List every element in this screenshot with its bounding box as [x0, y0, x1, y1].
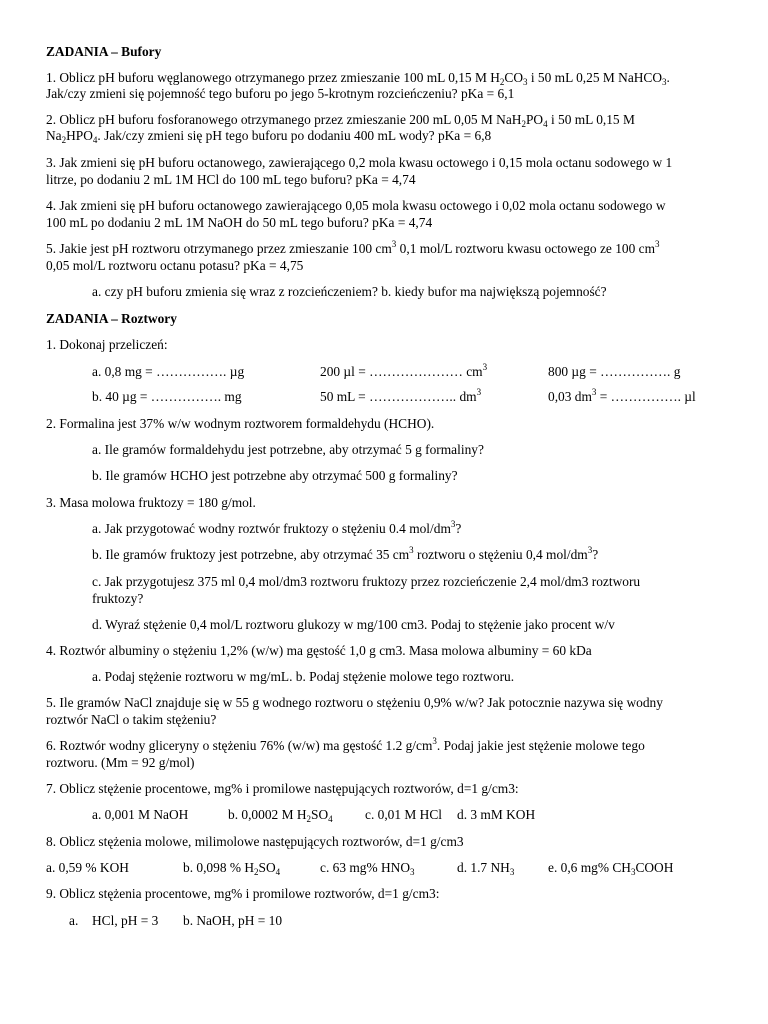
task-r3-c-line1: c. Jak przygotujesz 375 ml 0,4 mol/dm3 roztworu fruktozy przez rozcieńczenie 2,4 mol/dm3 roztworu: [92, 574, 641, 589]
task-r9-a: HCl, pH = 3: [92, 913, 159, 928]
task-r5-line2: roztwór NaCl o takim stężeniu?: [46, 712, 217, 727]
task-b5-line1: 5. Jakie jest pH roztworu otrzymanego przez zmieszanie 100 $cm^3$ 0,1 mol/L roztworu kwasu octowego ze 100 $cm^3$: [46, 239, 660, 256]
task-b2-line2: $Na_2HPO_4$. Jak/czy zmieni się pH tego buforu po dodaniu 400 mL wody? pKa = 6,8: [46, 128, 492, 145]
task-r3-d: d. Wyraź stężenie 0,4 mol/L roztworu glukozy w mg/100 cm3. Podaj to stężenie jako procent w/v: [92, 617, 615, 632]
task-b4-line2: 100 mL po dodaniu 2 mL 1M NaOH do 50 mL tego buforu? pKa = 4,74: [46, 215, 433, 230]
task-b2-line1: 2. Oblicz pH buforu fosforanowego otrzymanego przez zmieszanie 200 mL 0,05 M $NaH_2PO_4$ i 50 mL 0,15 M: [46, 112, 635, 129]
task-b4-line1: 4. Jak zmieni się pH buforu octanowego zawierającego 0,05 mola kwasu octowego i 0,02 mola octanu sodowego w: [46, 198, 666, 213]
task-r8-b: b. 0,098 % $H_2SO_4$: [183, 860, 281, 877]
task-r3-b: b. Ile gramów fruktozy jest potrzebne, aby otrzymać 35 $cm^3$ roztworu o stężeniu 0,4 mol/$dm^3$?: [92, 545, 599, 562]
task-r4: 4. Roztwór albuminy o stężeniu 1,2% (w/w) ma gęstość 1,0 g cm3. Masa molowa albuminy = 60 kDa: [46, 643, 592, 658]
conversion-a3: 800 µg = ……………. g: [548, 364, 681, 379]
conversion-a1: a. 0,8 mg = ……………. µg: [92, 364, 245, 379]
task-r2-a: a. Ile gramów formaldehydu jest potrzebne, aby otrzymać 5 g formaliny?: [92, 442, 484, 457]
conversion-a2: 200 µl = ………………… $cm^3$: [320, 362, 488, 379]
task-r2: 2. Formalina jest 37% w/w wodnym roztworem formaldehydu (HCHO).: [46, 416, 435, 431]
task-b3-line1: 3. Jak zmieni się pH buforu octanowego, zawierającego 0,2 mola kwasu octowego i 0,15 mola octanu sodowego w 1: [46, 155, 673, 170]
task-r7-c: c. 0,01 M HCl: [365, 807, 442, 822]
task-b3-line2: litrze, po dodaniu 2 mL 1M HCl do 100 mL tego buforu? pKa = 4,74: [46, 172, 416, 187]
task-r6-line2: roztworu. (Mm = 92 g/mol): [46, 755, 195, 770]
conversion-b2: 50 mL = ……………….. $dm^3$: [320, 387, 482, 404]
task-r7: 7. Oblicz stężenie procentowe, mg% i promilowe następujących roztworów, d=1 g/cm3:: [46, 781, 519, 796]
solutions-heading: ZADANIA – Roztwory: [46, 311, 177, 326]
task-r1: 1. Dokonaj przeliczeń:: [46, 337, 168, 352]
task-r8-c: c. 63 mg% $HNO_3$: [320, 860, 415, 877]
buffers-heading: ZADANIA – Bufory: [46, 44, 162, 59]
task-r8-e: e. 0,6 mg% $CH_3COOH$: [548, 860, 674, 877]
task-r9-a-marker: a.: [69, 913, 79, 928]
task-r7-d: d. 3 mM KOH: [457, 807, 536, 822]
task-b1-line2: Jak/czy zmieni się pojemność tego buforu po jego 5-krotnym rozcieńczeniu? pKa = 6,1: [46, 86, 515, 101]
task-r9-b: b. NaOH, pH = 10: [183, 913, 283, 928]
task-b1-line1: 1. Oblicz pH buforu węglanowego otrzymanego przez zmieszanie 100 mL 0,15 M $H_2CO_3$ i 50 mL 0,25 M NaHCO$_3$.: [46, 70, 670, 87]
task-r2-b: b. Ile gramów HCHO jest potrzebne aby otrzymać 500 g formaliny?: [92, 468, 458, 483]
task-r8: 8. Oblicz stężenia molowe, milimolowe następujących roztworów, d=1 g/cm3: [46, 834, 464, 849]
task-r3-c-line2: fruktozy?: [92, 591, 144, 606]
task-r6-line1: 6. Roztwór wodny gliceryny o stężeniu 76% (w/w) ma gęstość 1.2 $g/cm^3$. Podaj jakie jest stężenie molowe tego: [46, 736, 645, 753]
task-r3-a: a. Jak przygotować wodny roztwór fruktozy o stężeniu 0.4 mol/$dm^3$?: [92, 519, 462, 536]
task-r8-d: d. 1.7 $NH_3$: [457, 860, 515, 877]
task-r7-b: b. 0,0002 M $H_2SO_4$: [228, 807, 333, 824]
task-r7-a: a. 0,001 M NaOH: [92, 807, 189, 822]
task-r5-line1: 5. Ile gramów NaCl znajduje się w 55 g wodnego roztworu o stężeniu 0,9% w/w? Jak potocznie nazywa się wodny: [46, 695, 663, 710]
task-r3: 3. Masa molowa fruktozy = 180 g/mol.: [46, 495, 256, 510]
task-b5-line2: 0,05 mol/L roztworu octanu potasu? pKa = 4,75: [46, 258, 304, 273]
conversion-b3: 0,03 $dm^3$ = ……………. µl: [548, 387, 696, 404]
task-b5-subquestions: a. czy pH buforu zmienia się wraz z rozcieńczeniem? b. kiedy bufor ma największą pojemność?: [92, 284, 607, 299]
task-r8-a: a. 0,59 % KOH: [46, 860, 129, 875]
task-r4-a: a. Podaj stężenie roztworu w mg/mL. b. Podaj stężenie molowe tego roztworu.: [92, 669, 515, 684]
task-r9: 9. Oblicz stężenia procentowe, mg% i promilowe roztworów, d=1 g/cm3:: [46, 886, 440, 901]
conversion-b1: b. 40 µg = ……………. mg: [92, 389, 242, 404]
